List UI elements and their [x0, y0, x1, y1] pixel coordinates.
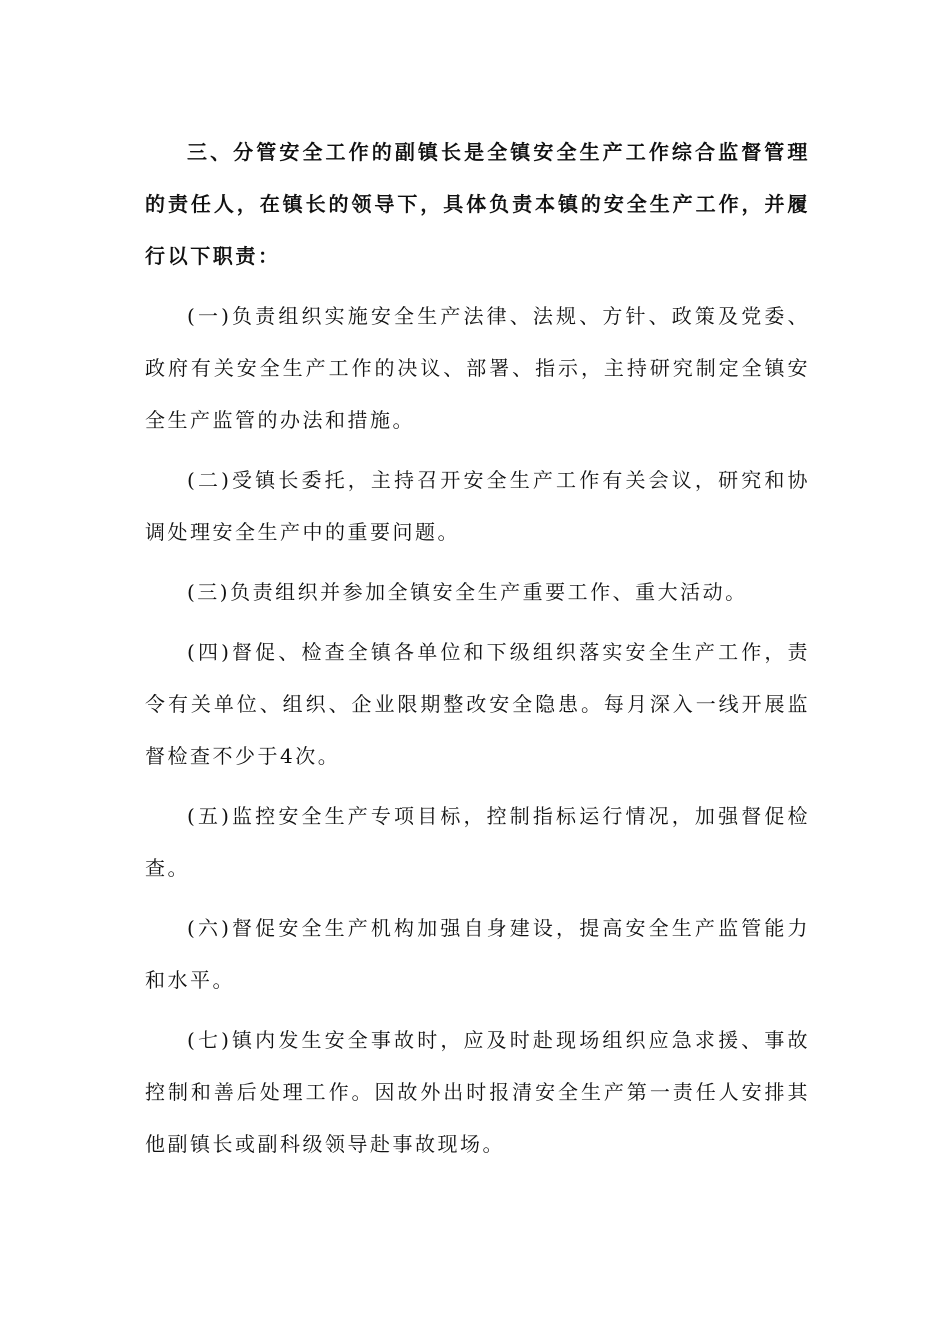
duty-item-3: (三)负责组织并参加全镇安全生产重要工作、重大活动。: [187, 580, 748, 604]
duty-item-6: (六)督促安全生产机构加强自身建设，提高安全生产监管能力和水平。: [145, 916, 810, 992]
duty-item-2: (二)受镇长委托，主持召开安全生产工作有关会议，研究和协调处理安全生产中的重要问题。: [145, 468, 810, 544]
duty-item-7: (七)镇内发生安全事故时，应及时赴现场组织应急求援、事故控制和善后处理工作。因故外出时报清安全生产第一责任人安排其他副镇长或副科级领导赴事故现场。: [145, 1028, 810, 1156]
duty-item-5: (五)监控安全生产专项目标，控制指标运行情况，加强督促检查。: [145, 804, 810, 880]
section-heading: 三、分管安全工作的副镇长是全镇安全生产工作综合监督管理的责任人，在镇长的领导下，具体负责本镇的安全生产工作，并履行以下职责：: [145, 140, 810, 268]
duty-item-1: (一)负责组织实施安全生产法律、法规、方针、政策及党委、政府有关安全生产工作的决议、部署、指示，主持研究制定全镇安全生产监管的办法和措施。: [145, 304, 810, 432]
duty-item-4: (四)督促、检查全镇各单位和下级组织落实安全生产工作，责令有关单位、组织、企业限期整改安全隐患。每月深入一线开展监督检查不少于4次。: [145, 640, 810, 768]
document-body: [145, 126, 810, 1170]
